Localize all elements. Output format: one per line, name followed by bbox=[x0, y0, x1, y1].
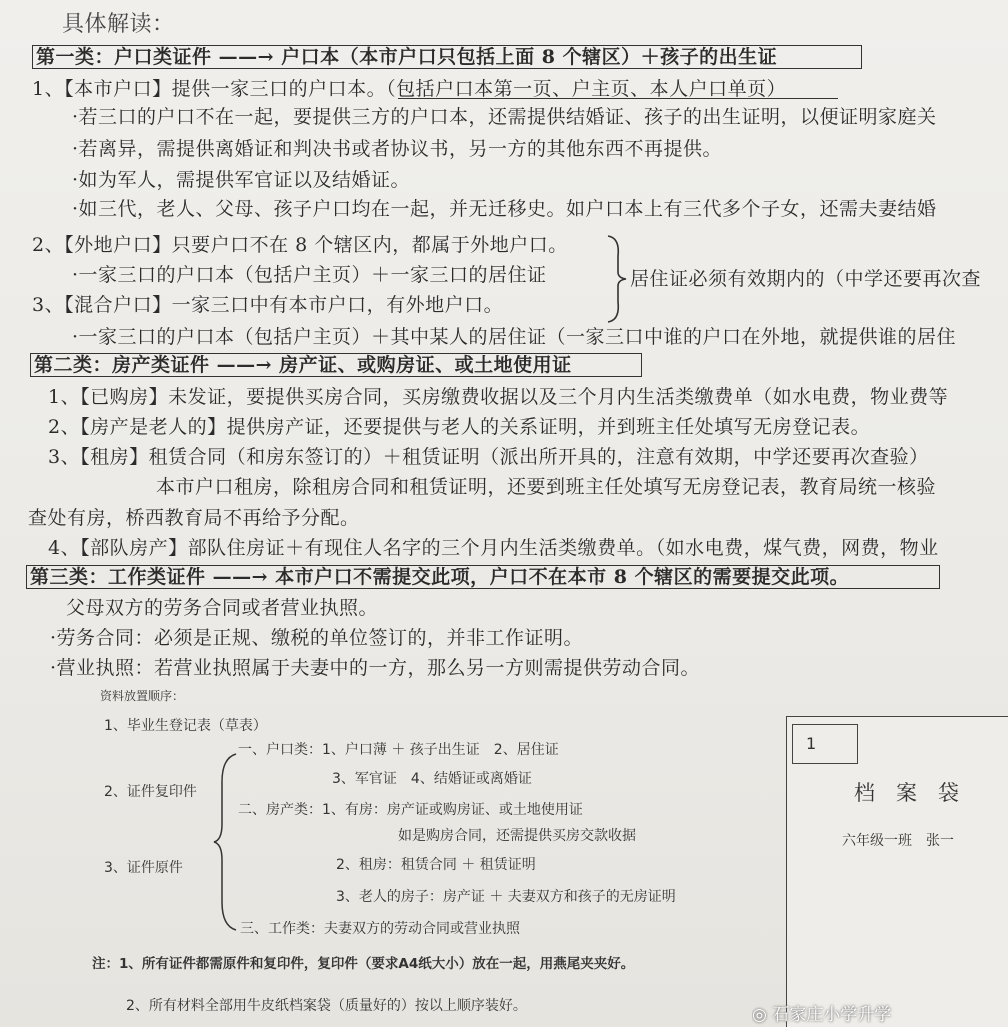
brace-note: 居住证必须有效期内的（中学还要再次查 bbox=[630, 268, 982, 290]
cat3-line-2: ·劳务合同：必须是正规、缴税的单位签订的，并非工作证明。 bbox=[50, 627, 584, 649]
folder-label: 六年级一班 张一 bbox=[842, 833, 954, 849]
cat2-line-3: 3、【租房】租赁合同（和房东签订的）＋租赁证明（派出所开具的，注意有效期，中学还要再次查验） bbox=[48, 446, 929, 468]
cat1-line-6: 2、【外地户口】只要户口不在 8 个辖区内，都属于外地户口。 bbox=[32, 234, 568, 256]
watermark: ◎ 石家庄小学升学 bbox=[752, 1005, 892, 1025]
order-sub-7: 三、工作类：夫妻双方的劳动合同或营业执照 bbox=[240, 921, 520, 937]
cat2-line-2: 2、【房产是老人的】提供房产证，还要提供与老人的关系证明，并到班主任处填写无房登记表。 bbox=[48, 416, 871, 438]
cat1-header: 第一类：户口类证件 ——→ 户口本（本市户口只包括上面 8 个辖区）＋孩子的出生证 bbox=[36, 46, 778, 68]
order-sub-5: 2、租房：租赁合同 ＋ 租赁证明 bbox=[336, 857, 536, 873]
folder-number: 1 bbox=[806, 734, 817, 753]
cat2-line-4: 本市户口租房，除租房合同和租赁证明，还要到班主任处填写无房登记表，教育局统一核验 bbox=[156, 476, 937, 498]
cat2-line-6: 4、【部队房产】部队住房证＋有现住人名字的三个月内生活类缴费单。（如水电费，煤气费，网费，物业 bbox=[48, 537, 939, 559]
cat1-line-1: 1、【本市户口】提供一家三口的户口本。（包括户口本第一页、户主页、本人户口单页） bbox=[32, 78, 787, 100]
cat2-line-5: 查处有房，桥西教育局不再给予分配。 bbox=[28, 507, 360, 529]
cat1-line-5: ·如三代，老人、父母、孩子户口均在一起，并无迁移史。如户口本上有三代多个子女，还需夫妻结婚 bbox=[72, 198, 937, 220]
brace-icon bbox=[604, 234, 630, 324]
cat1-line-2: ·若三口的户口不在一起，要提供三方的户口本，还需提供结婚证、孩子的出生证明，以便证明家庭关 bbox=[72, 106, 937, 128]
order-item-1: 1、毕业生登记表（草表） bbox=[104, 718, 267, 734]
order-item-3: 3、证件原件 bbox=[104, 860, 183, 876]
order-note-1: 注：1、所有证件都需原件和复印件，复印件（要求A4纸大小）放在一起，用燕尾夹夹好。 bbox=[92, 956, 635, 972]
order-sub-4: 如是购房合同，还需提供买房交款收据 bbox=[398, 828, 636, 844]
order-item-2: 2、证件复印件 bbox=[104, 784, 197, 800]
order-sub-2: 3、军官证 4、结婚证或离婚证 bbox=[332, 771, 532, 787]
order-title: 资料放置顺序： bbox=[100, 689, 185, 703]
cat1-line-9: ·一家三口的户口本（包括户主页）＋其中某人的居住证（一家三口中谁的户口在外地，就提供谁的居住 bbox=[72, 326, 957, 348]
cat1-line-7: ·一家三口的户口本（包括户主页）＋一家三口的居住证 bbox=[72, 264, 547, 286]
cat3-line-1: 父母双方的劳务合同或者营业执照。 bbox=[66, 597, 379, 619]
cat3-line-3: ·营业执照：若营业执照属于夫妻中的一方，那么另一方则需提供劳动合同。 bbox=[50, 657, 701, 679]
cat1-line-3: ·若离异，需提供离婚证和判决书或者协议书，另一方的其他东西不再提供。 bbox=[72, 138, 723, 160]
cat1-line-8: 3、【混合户口】一家三口中有本市户口，有外地户口。 bbox=[32, 294, 504, 316]
cat3-header: 第三类：工作类证件 ——→ 本市户口不需提交此项，户口不在本市 8 个辖区的需要提交此项。 bbox=[30, 566, 850, 588]
order-sub-1: 一、户口类：1、户口薄 ＋ 孩子出生证 2、居住证 bbox=[238, 742, 559, 758]
folder-number-box bbox=[792, 724, 858, 764]
order-brace-icon bbox=[210, 752, 240, 932]
order-sub-3: 二、房产类：1、有房：房产证或购房证、或土地使用证 bbox=[238, 802, 583, 818]
cat1-underline bbox=[398, 98, 838, 99]
page-title: 具体解读： bbox=[62, 12, 175, 37]
order-note-2: 2、所有材料全部用牛皮纸档案袋（质量好的）按以上顺序装好。 bbox=[126, 998, 527, 1014]
order-sub-6: 3、老人的房子：房产证 ＋ 夫妻双方和孩子的无房证明 bbox=[336, 889, 676, 905]
folder-title: 档 案 袋 bbox=[854, 781, 959, 805]
cat2-line-1: 1、【已购房】未发证，要提供买房合同，买房缴费收据以及三个月内生活类缴费单（如水电费，物业费等 bbox=[48, 386, 949, 408]
cat2-header: 第二类：房产类证件 ——→ 房产证、或购房证、或土地使用证 bbox=[34, 354, 572, 376]
cat1-line-4: ·如为军人，需提供军官证以及结婚证。 bbox=[72, 169, 411, 191]
